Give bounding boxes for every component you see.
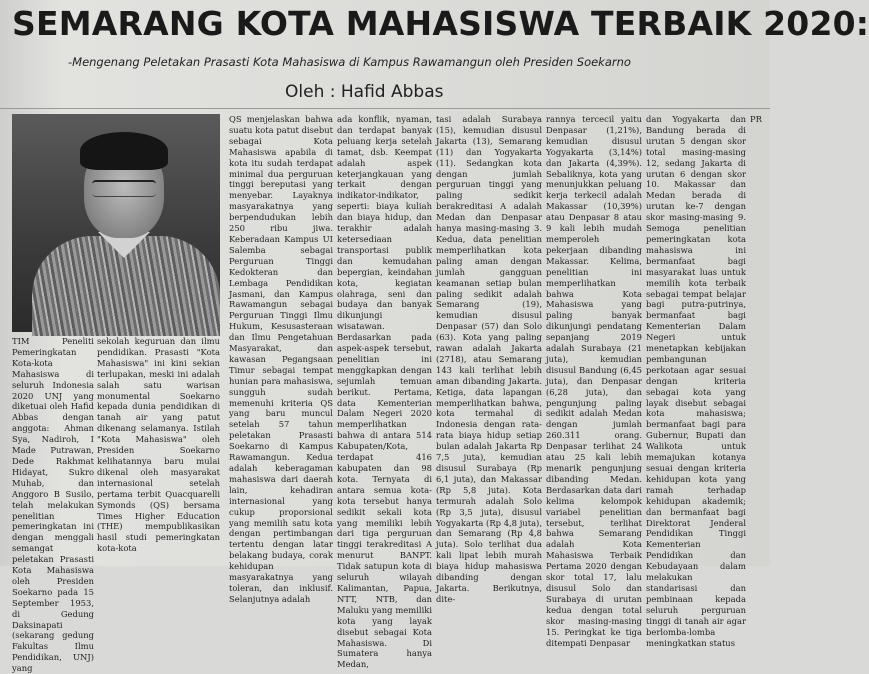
- article-column-6-text: rannya tercecil yaitu Denpasar (1,21%), kemudian disusul Yogyakarta (3,14%) dan Jakarta (4,39%). Sebaliknya, kota yang menunjukkan peluang kerja terkecil adalah Makassar (10,39%) atau Denpasar 8 atau 9 kali lebih mudah memperoleh pekerjaan dibanding Makassar. Kelima, penelitian ini memperlihatkan bahwa Kota Mahasiswa yang paling banyak dikunjungi pendatang sepanjang 2019 adalah Surabaya (21 juta), kemudian disusul Bandung (6,45 juta), dan Denpasar (6,28 juta), dan pengunjung paling sedikit adalah Medan dengan jumlah 260.311 orang. Denpasar terlihat 24 atau 25 kali lebih menarik pengunjung dibanding Medan. Berdasarkan data dari kelima kelompok variabel penelitian tersebut, terlihat bahwa Semarang adalah Kota Mahasiswa Terbaik Pertama 2020 dengan skor total 17, lalu disusul Solo dan Surabaya di urutan kedua dengan total skor masing-masing 15. Peringkat ke tiga ditempati Denpasar: [546, 114, 642, 648]
- article-headline: SEMARANG KOTA MAHASISWA TERBAIK 2020:: [12, 4, 869, 43]
- article-subheadline: -Mengenang Peletakan Prasasti Kota Mahasiswa di Kampus Rawamangun oleh Presiden Soekarno: [68, 55, 631, 69]
- article-column-8-text: PR: [750, 114, 762, 124]
- article-column-1-text: TIM Peneliti Pemeringkatan Kota-kota Mahasiswa di seluruh Indonesia 2020 UNJ yang diketuai oleh Hafid Abbas dengan anggota: Ahman Sya, Nadiroh, I Made Putrawan, Dede Rakhmat Hidayat, Sukro Muhab, dan Anggoro B Susilo, telah melakukan penelitian pemeringkatan ini dengan menggali semangat peletakan Prasasti Kota Mahasiswa oleh Presiden Soekarno pada 15 September 1953, di Gedung Daksinapati (sekarang gedung Fakultas Ilmu Pendidikan, UNJ) yang: [12, 336, 94, 674]
- article-column-3: [229, 114, 333, 604]
- article-column-3-text: QS menjelaskan bahwa suatu kota patut disebut sebagai Kota Mahasiswa apabila di kota itu sudah terdapat minimal dua perguruan tinggi bereputasi yang menyebar. Layaknya masyarakatnya yang berpendudukan lebih 250 ribu jiwa. Keberadaan Kampus UI Salemba sebagai Perguruan Tinggi Kedokteran dan Lembaga Pendidikan Jasmani, dan Kampus Rawamangun sebagai Perguruan Tinggi Ilmu Hukum, Kesusasteraan dan Ilmu Pengetahuan Masyarakat, dan kawasan Pegangsaan Timur sebagai tempat hunian para mahasiswa, sungguh sudah memenuhi kriteria QS yang baru muncul setelah 57 tahun peletakan Prasasti Soekarno di Kampus Rawamangun. Kedua adalah keberagaman mahasiswa dari daerah lain, kehadiran internasional yang cukup proporsional yang memilih satu kota dengan pertimbangan tertentu dengan latar belakang budaya, corak kehidupan masyarakatnya yang toleran, dan inklusif. Selanjutnya adalah: [229, 114, 333, 604]
- article-column-2: [97, 336, 220, 566]
- article-column-1: [12, 336, 94, 674]
- article-column-4-text: ada konflik, nyaman, dan terdapat banyak peluang kerja setelah tamat, dsb. Keempat adalah aspek keterjangkauan yang terkait dengan indikator-indikator, seperti: biaya kuliah dan biaya hidup, dan terakhir adalah ketersediaan transportasi publik dan kemudahan bepergian, keindahan kota, kegiatan olahraga, seni dan budaya dan banyak dikunjungi wisatawan. Berdasarkan pada aspek-aspek tersebut, penelitian ini menggkapkan dengan sejumlah temuan berikut. Pertama, data Kementerian Dalam Negeri 2020 memperlihatkan bahwa di antara 514 Kabupaten/Kota, terdapat 416 kabupaten dan 98 kota. Ternyata di antara semua kota-kota tersebut hanya sedikit sekali kota yang memiliki lebih dari tiga perguruan tinggi terakreditasi A menurut BANPT. Tidak satupun kota di seluruh wilayah Kalimantan, Papua, NTT, NTB, dan Maluku yang memiliki kota yang layak disebut sebagai Kota Mahasiswa. Di Sumatera hanya Medan,: [337, 114, 432, 670]
- article-column-7: [646, 114, 746, 648]
- photo-hair: [80, 132, 168, 170]
- article-column-8: [750, 114, 770, 566]
- article-column-5-text: tasi adalah Surabaya (15), kemudian disusul Jakarta (13), Semarang (11) dan Yogyakarta (11). Sedangkan kota dengan jumlah perguruan tinggi yang paling sedikit berakreditasi A adalah Medan dan Denpasar hanya masing-masing 3. Kedua, data penelitian memperlihatkan kota paling aman dengan jumlah gangguan keamanan setiap bulan paling sedikit adalah Semarang (19), kemudian disusul Denpasar (57) dan Solo (63). Kota yang paling rawan adalah Jakarta (2718), atau Semarang 143 kali terlihat lebih aman dibanding Jakarta. Ketiga, data lapangan memperlihatkan bahwa, kota termahal di Indonesia dengan rata-rata biaya hidup setiap bulan adalah Jakarta Rp 7,5 juta), kemudian disusul Surabaya (Rp 6,1 juta), dan Makassar (Rp 5,8 juta). Kota termurah adalah Solo (Rp 3,5 juta), disusul Yogyakarta (Rp 4,8 juta), dan Semarang (Rp 4,8 juta). Solo terlihat dua kali lipat lebih murah biaya hidup mahasiswa dibanding dengan Jakarta. Berikutnya, dite-: [436, 114, 542, 604]
- article-column-7-text: dan Yogyakarta dan Bandung berada di urutan 5 dengan skor total masing-masing 12, sedang Jakarta di urutan 6 dengan skor 10. Makassar dan Medan berada di urutan ke-7 dengan skor masing-masing 9. Semoga penelitian pemeringkatan kota mahasiswa ini bermanfaat bagi masyarakat luas untuk memilih kota terbaik sebagai tempat belajar bagi putra-putrinya, bermanfaat bagi Kementerian Dalam Negeri untuk menetapkan kebijakan pembangunan perkotaan agar sesuai dengan kriteria sebagai kota yang layak disebut sebagai kota mahasiswa; bermanfaat bagi para Gubernur, Bupati dan Walikota untuk memajukan kotanya sesuai dengan kriteria kehidupan kota yang ramah terhadap kehidupan akademik; dan bermanfaat bagi Direktorat Jenderal Pendidikan Tinggi Kementerian Pendidikan dan Kebudayaan dalam melakukan standarisasi dan pembinaan kepada seluruh perguruan tinggi di tanah air agar berlomba-lomba meningkatkan status: [646, 114, 746, 648]
- author-photo: [12, 114, 220, 332]
- header-divider: [0, 108, 770, 109]
- article-column-5: [436, 114, 542, 604]
- article-column-4: [337, 114, 432, 670]
- article-byline: Oleh : Hafid Abbas: [285, 82, 444, 102]
- photo-glasses: [92, 180, 156, 197]
- article-column-6: [546, 114, 642, 648]
- article-column-2-text: sekolah keguruan dan ilmu pendidikan. Prasasti "Kota Mahasiswa" ini kini sekian terlupakan, meski ini adalah salah satu warisan monumental Soekarno kepada dunia pendidikan di tanah air yang patut dikenang selamanya. Istilah "Kota Mahasiswa" oleh Presiden Soekarno kelihatannya baru mulai dikenal oleh masyarakat internasional setelah pertama terbit Quacquarelli Symonds (QS) bersama Times Higher Education (THE) mempublikasikan hasil studi pemeringkatan kota-kota: [97, 336, 220, 554]
